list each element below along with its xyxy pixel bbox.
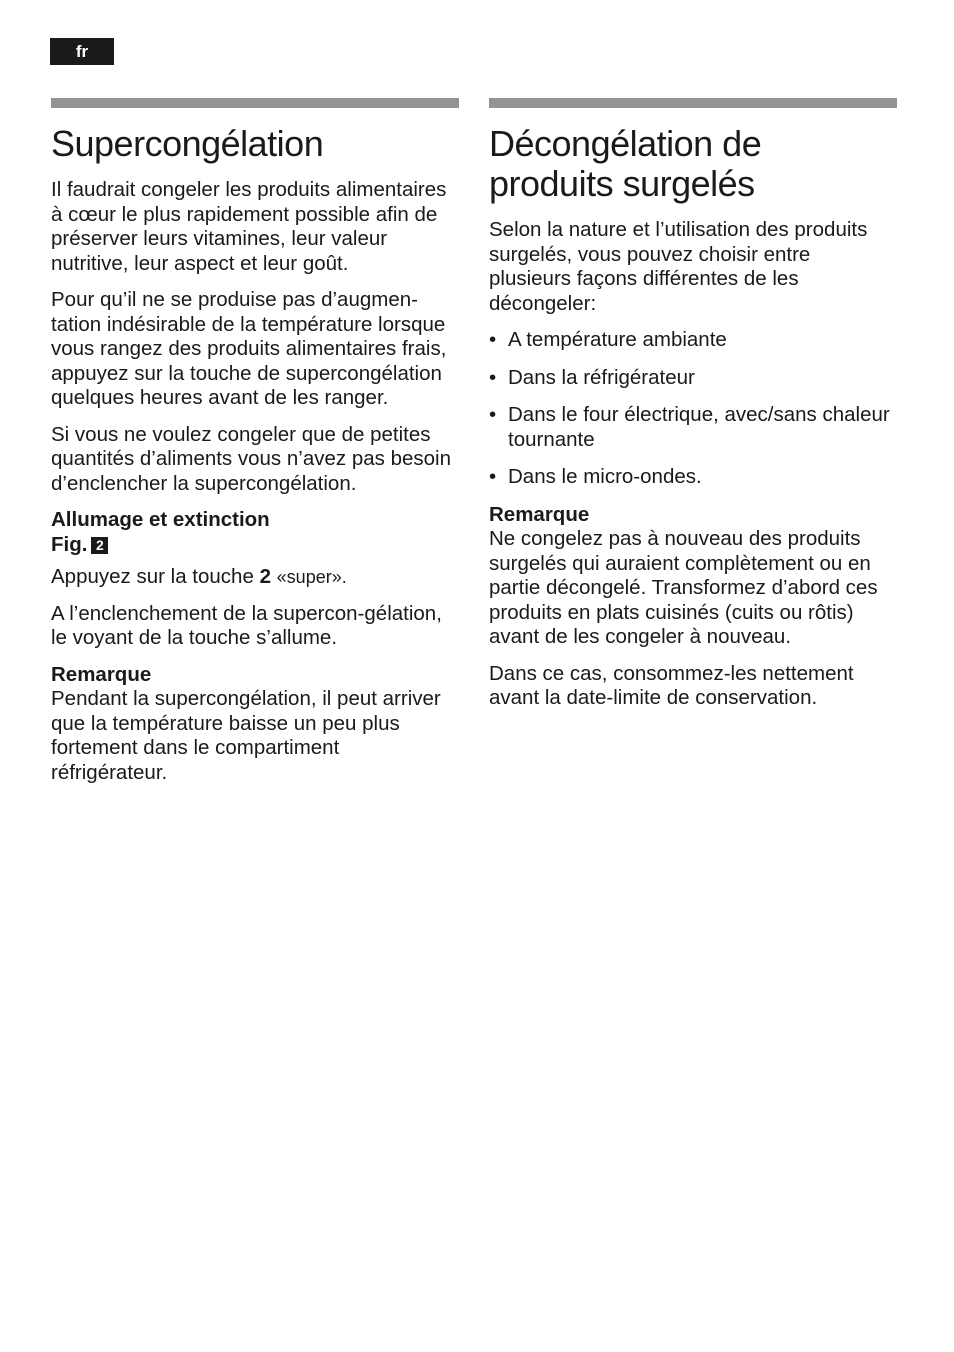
bullet: • xyxy=(489,328,497,351)
bullet: • xyxy=(489,403,497,426)
section-title: Supercongélation xyxy=(51,123,324,164)
note-text: Ne congelez pas à nouveau des produits surgelés qui auraient complètement ou en partie décongelé. Transformez d’abord ces produits en plats cuisinés (cuits ou rôtis) avant de les congeler à nouveau. xyxy=(489,527,878,648)
method-list xyxy=(489,328,897,490)
list-item-text: Dans le four électrique, avec/sans chaleur tournante xyxy=(508,403,890,451)
figure-label: Fig. xyxy=(51,532,88,556)
subheading: Allumage et extinction xyxy=(51,508,270,531)
paragraph: Il faudrait congeler les produits alimentaires à cœur le plus rapidement possible afin de préserver leurs vitamines, leur valeur nutritive, leur aspect et leur goût. xyxy=(51,178,447,275)
section-divider xyxy=(51,98,459,108)
paragraph: Pour qu’il ne se produise pas d’augmen-tation indésirable de la température lorsque vous rangez des produits alimentaires frais, appuyez sur la touche de supercongélation quelques heures avant de les ranger. xyxy=(51,288,447,409)
paragraph: Selon la nature et l’utilisation des produits surgelés, vous pouvez choisir entre plusieurs façons différentes de les décongeler: xyxy=(489,218,868,315)
section-title xyxy=(489,124,897,204)
note-text: Pendant la supercongélation, il peut arriver que la température baisse un peu plus fortement dans le compartiment réfrigérateur. xyxy=(51,687,441,784)
list-item-text: A température ambiante xyxy=(508,328,727,351)
paragraph: Si vous ne voulez congeler que de petites quantités d’aliments vous n’avez pas besoin d’enclencher la supercongélation. xyxy=(51,422,451,495)
list-item-text: Dans le micro-ondes. xyxy=(508,465,702,488)
figure-reference xyxy=(51,533,459,558)
list-item-text: Dans la réfrigérateur xyxy=(508,365,695,389)
paragraph: A l’enclenchement de la supercon-gélation, le voyant de la touche s’allume. xyxy=(51,601,442,649)
list-item xyxy=(489,465,897,490)
language-label: fr xyxy=(75,41,89,61)
section-supercongelation xyxy=(51,98,459,797)
paragraph-instruction xyxy=(51,565,459,590)
bullet: • xyxy=(489,465,497,488)
note-title: Remarque xyxy=(51,662,152,686)
section-divider xyxy=(489,98,897,108)
section-title-line-2: produits surgelés xyxy=(489,163,755,204)
note-title: Remarque xyxy=(489,502,590,526)
list-item xyxy=(489,328,897,353)
section-title-line-1: Décongélation de xyxy=(489,123,762,164)
instruction-text: Appuyez sur la touche xyxy=(51,565,254,588)
key-number: 2 xyxy=(259,565,271,588)
figure-number-badge: 2 xyxy=(91,537,108,554)
list-item xyxy=(489,403,897,452)
key-name: «super». xyxy=(276,567,347,587)
bullet: • xyxy=(489,365,497,389)
paragraph: Dans ce cas, consommez-les nettement avant la date-limite de conservation. xyxy=(489,661,854,709)
list-item xyxy=(489,366,897,391)
language-tab xyxy=(50,38,114,65)
section-decongelation xyxy=(489,98,897,723)
